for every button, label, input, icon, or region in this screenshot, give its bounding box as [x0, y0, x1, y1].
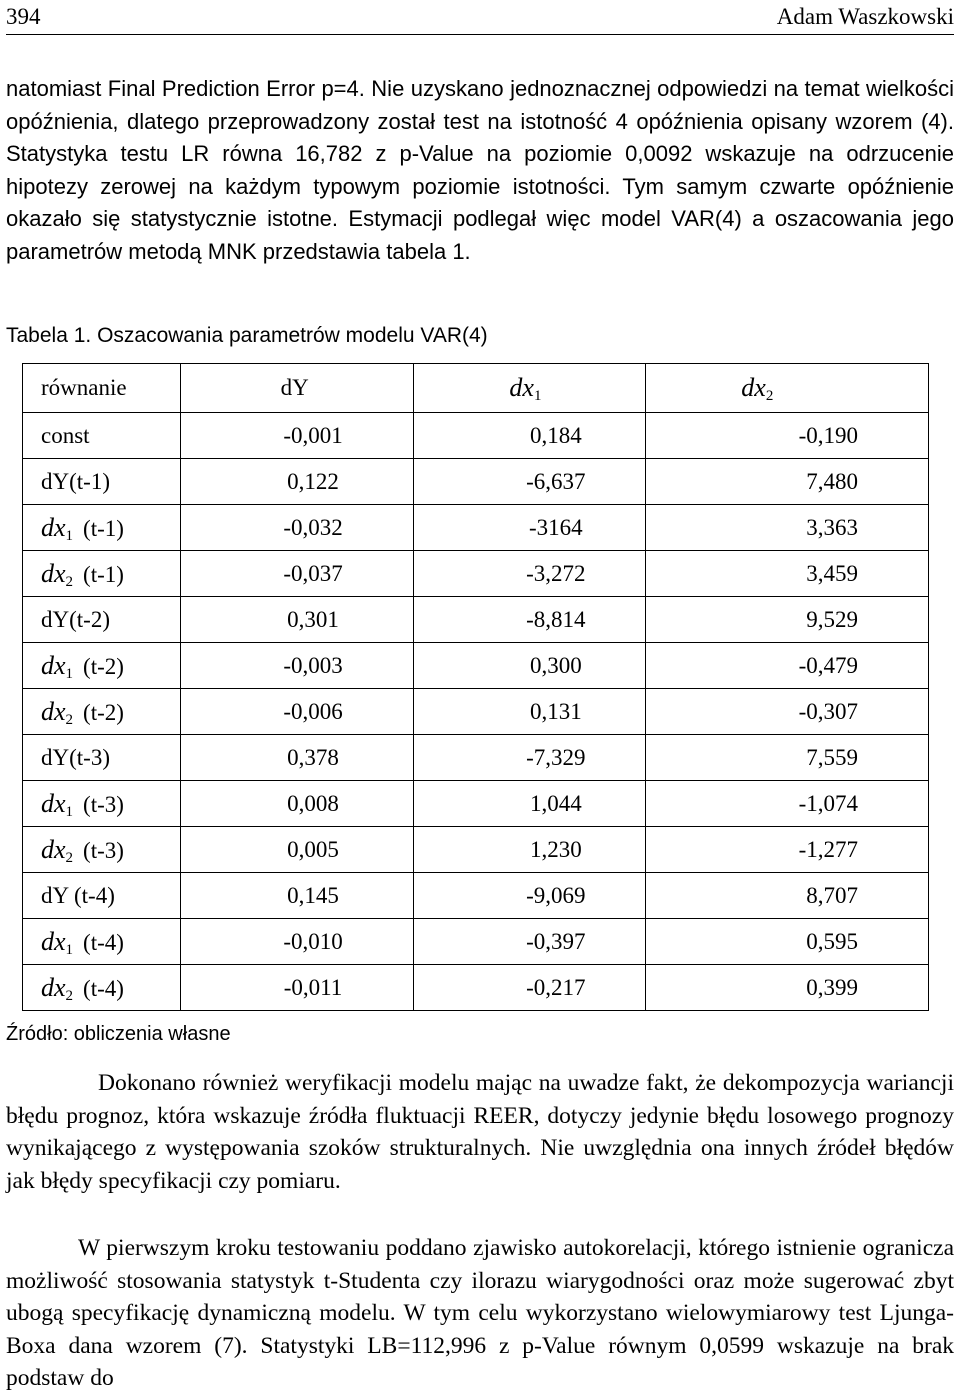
math-variable: dx [41, 696, 66, 726]
dx1-value-cell: 0,131 [414, 689, 646, 735]
lag-label: (t-2) [83, 653, 124, 679]
dx1-value-cell: -8,814 [414, 597, 646, 643]
table-row [23, 643, 929, 689]
header-cell-dx2 [646, 364, 929, 413]
dx2-value-cell: 0,399 [646, 965, 929, 1011]
row-label-cell: const [23, 413, 181, 459]
math-subscript: 1 [533, 388, 542, 404]
math-subscript: 2 [65, 573, 74, 590]
dx2-value-cell: -0,190 [646, 413, 929, 459]
dy-value-cell: 0,145 [180, 873, 414, 919]
dx1-value-cell: 1,230 [414, 827, 646, 873]
row-label-cell [23, 827, 181, 873]
table-row [23, 459, 929, 505]
dy-value-cell: 0,005 [180, 827, 414, 873]
table-row [23, 505, 929, 551]
table-row [23, 919, 929, 965]
dx1-value-cell: -3164 [414, 505, 646, 551]
page-number: 394 [6, 4, 41, 29]
row-label-cell: dY (t-4) [23, 873, 181, 919]
math-subscript: 1 [65, 941, 74, 958]
parameter-table [22, 363, 929, 1011]
dy-value-cell: 0,008 [180, 781, 414, 827]
dx1-value-cell: -7,329 [414, 735, 646, 781]
dy-value-cell: -0,003 [180, 643, 414, 689]
header-cell-dy: dY [180, 364, 414, 413]
dx2-value-cell: 7,559 [646, 735, 929, 781]
table-row [23, 551, 929, 597]
dx2-value-cell: 3,459 [646, 551, 929, 597]
math-variable: dx [41, 788, 66, 818]
dy-value-cell: 0,122 [180, 459, 414, 505]
math-subscript: 1 [65, 665, 74, 682]
table-caption: Tabela 1. Oszacowania parametrów modelu VAR(4) [6, 324, 488, 347]
row-label-cell [23, 965, 181, 1011]
row-label-cell: dY(t-1) [23, 459, 181, 505]
dy-value-cell: 0,301 [180, 597, 414, 643]
math-subscript: 1 [65, 803, 74, 820]
parameter-table-body [23, 364, 929, 1011]
body-paragraph-3: W pierwszym kroku testowaniu poddano zjawisko autokorelacji, którego istnienie ogranicza możliwość stosowania statystyk t-Studenta czy ilorazu wiarygodności oraz może sugerować zbyt ubogą specyfikację dynamiczną modelu. W tym celu wykorzystano wielowymiarowy test Ljunga-Boxa dana wzorem (7). Statystyki LB=112,996 z p-Value równym 0,0599 wskazuje na brak podstaw do [6, 1235, 954, 1391]
math-variable: dx [41, 972, 66, 1002]
row-label-cell [23, 643, 181, 689]
math-subscript: 1 [65, 527, 74, 544]
dx2-value-cell: -0,479 [646, 643, 929, 689]
table-row [23, 873, 929, 919]
dx2-value-cell: -1,277 [646, 827, 929, 873]
table-header-row [23, 364, 929, 413]
dx1-value-cell: 0,184 [414, 413, 646, 459]
row-label-cell [23, 551, 181, 597]
dx1-value-cell: 1,044 [414, 781, 646, 827]
dx1-value-cell: -6,637 [414, 459, 646, 505]
row-label-cell [23, 781, 181, 827]
table-row [23, 827, 929, 873]
header-cell-equation: równanie [23, 364, 181, 413]
math-variable: dx [509, 373, 534, 402]
dx2-value-cell: -1,074 [646, 781, 929, 827]
dx2-value-cell: 8,707 [646, 873, 929, 919]
table-row [23, 781, 929, 827]
dy-value-cell: -0,001 [180, 413, 414, 459]
page-header [6, 0, 954, 35]
table-row [23, 689, 929, 735]
dx1-value-cell: 0,300 [414, 643, 646, 689]
lag-label: (t-2) [83, 699, 124, 725]
row-label-cell: dY(t-3) [23, 735, 181, 781]
header-cell-dx1 [414, 364, 646, 413]
dy-value-cell: -0,006 [180, 689, 414, 735]
source-note: Źródło: obliczenia własne [6, 1023, 231, 1045]
math-variable: dx [741, 373, 766, 402]
table-row [23, 597, 929, 643]
lag-label: (t-1) [83, 515, 124, 541]
math-variable: dx [41, 834, 66, 864]
dy-value-cell: -0,037 [180, 551, 414, 597]
math-variable: dx [41, 650, 66, 680]
dy-value-cell: -0,010 [180, 919, 414, 965]
dy-value-cell: -0,011 [180, 965, 414, 1011]
dy-value-cell: -0,032 [180, 505, 414, 551]
dx1-value-cell: -0,397 [414, 919, 646, 965]
dy-value-cell: 0,378 [180, 735, 414, 781]
row-label-cell [23, 919, 181, 965]
dx1-value-cell: -3,272 [414, 551, 646, 597]
table-row [23, 965, 929, 1011]
math-variable: dx [41, 558, 66, 588]
dx1-value-cell: -0,217 [414, 965, 646, 1011]
row-label-cell [23, 689, 181, 735]
running-author: Adam Waszkowski [776, 4, 954, 29]
dx2-value-cell: 3,363 [646, 505, 929, 551]
math-variable: dx [41, 926, 66, 956]
body-paragraph-2: Dokonano również weryfikacji modelu mając na uwadze fakt, że dekompozycja wariancji błędu prognoz, która wskazuje źródła fluktuacji REER, dotyczy jedynie błędu losowego prognozy wynikającego z występowania szoków strukturalnych. Nie uwzględnia ona innych źródeł błędów jak błędy specyfikacji czy pomiaru. [6, 1070, 954, 1194]
table-row [23, 413, 929, 459]
table-row [23, 735, 929, 781]
dx2-value-cell: -0,307 [646, 689, 929, 735]
dx2-value-cell: 7,480 [646, 459, 929, 505]
math-subscript: 2 [65, 849, 74, 866]
math-subscript: 2 [65, 711, 74, 728]
math-subscript: 2 [765, 388, 774, 404]
body-paragraph-1: natomiast Final Prediction Error p=4. Nie uzyskano jednoznacznej odpowiedzi na temat wielkości opóźnienia, dlatego przeprowadzony został test na istotność 4 opóźnienia opisany wzorem (4). Statystyka testu LR równa 16,782 z p-Value na poziomie 0,0092 wskazuje na odrzucenie hipotezy zerowej na każdym typowym poziomie istotności. Tym samym czwarte opóźnienie okazało się statystycznie istotne. Estymacji podlegał więc model VAR(4) a oszacowania jego parametrów metodą MNK przedstawia tabela 1. [6, 76, 954, 264]
lag-label: (t-4) [83, 929, 124, 955]
lag-label: (t-1) [83, 561, 124, 587]
row-label-cell: dY(t-2) [23, 597, 181, 643]
dx2-value-cell: 9,529 [646, 597, 929, 643]
dx2-value-cell: 0,595 [646, 919, 929, 965]
dx1-value-cell: -9,069 [414, 873, 646, 919]
math-subscript: 2 [65, 987, 74, 1004]
lag-label: (t-3) [83, 837, 124, 863]
row-label-cell [23, 505, 181, 551]
lag-label: (t-3) [83, 791, 124, 817]
lag-label: (t-4) [83, 975, 124, 1001]
math-variable: dx [41, 512, 66, 542]
